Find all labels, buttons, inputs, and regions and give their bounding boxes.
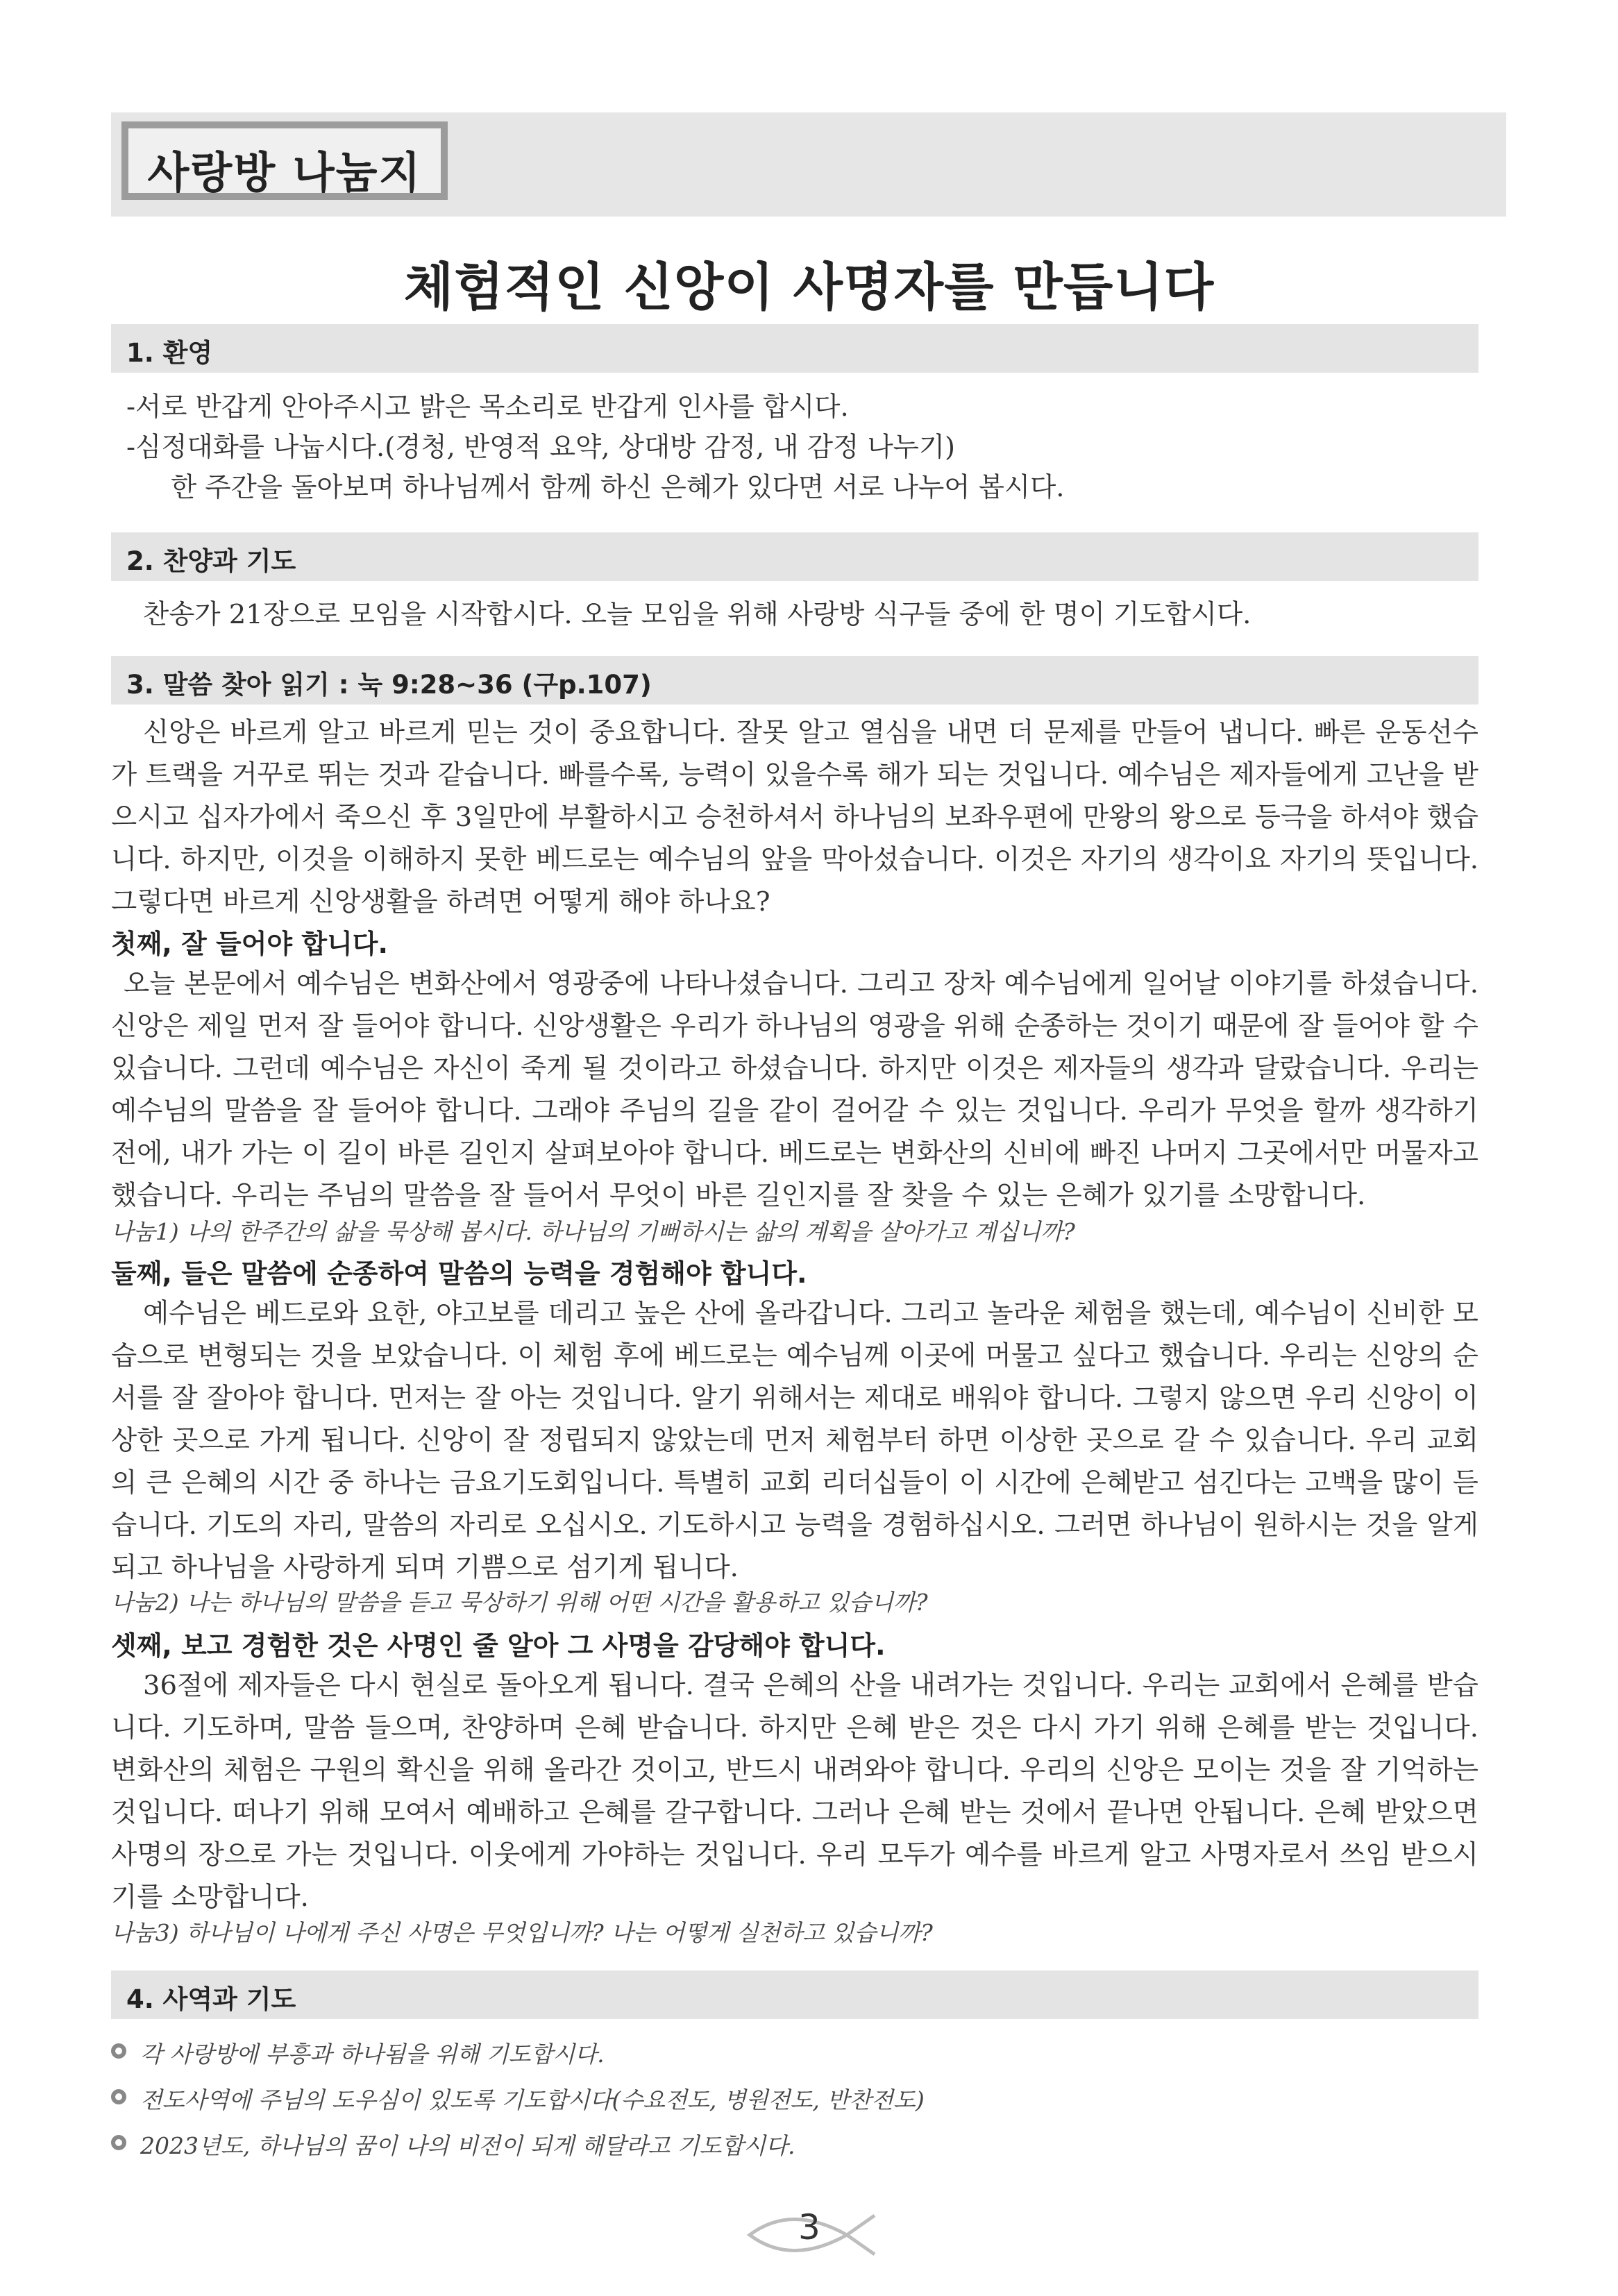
bullet-icon xyxy=(111,2043,126,2059)
point-1-body: 오늘 본문에서 예수님은 변화산에서 영광중에 나타나셨습니다. 그리고 장차 예수님에게 일어날 이야기를 하셨습니다. 신앙은 제일 먼저 잘 들어야 합니다. 신앙생활은 우리가 하나님의 영광을 위해 순종하는 것이기 때문에 잘 들어야 할 수 있습니다. 그런데 예수님은 자신이 죽게 될 것이라고 하셨습니다. 하지만 이것은 제자들의 생각과 달랐습니다. 우리는 예수님의 말씀을 잘 들어야 합니다. 그래야 주님의 길을 같이 걸어갈 수 있는 것입니다. 우리가 무엇을 할까 생각하기 전에, 내가 가는 이 길이 바른 길인지 살펴보아야 합니다. 베드로는 변화산의 신비에 빠진 나머지 그곳에서만 머물자고 했습니다. 우리는 주님의 말씀을 잘 들어서 무엇이 바른 길인지를 잘 찾을 수 있는 은혜가 있기를 소망합니다. xyxy=(111,968,1478,1211)
header-label: 사랑방 나눔지 xyxy=(147,147,422,198)
section-2-heading-band xyxy=(111,532,1478,581)
share-question-3: 나눔3) 하나님이 나에게 주신 사명은 무엇입니까? 나는 어떻게 실천하고 있습니까? xyxy=(111,1919,933,1946)
page-number: 3 xyxy=(798,2207,820,2247)
point-2-body: 예수님은 베드로와 요한, 야고보를 데리고 높은 산에 올라갑니다. 그리고 놀라운 체험을 했는데, 예수님이 신비한 모습으로 변형되는 것을 보았습니다. 이 체험 후에 베드로는 예수님께 이곳에 머물고 싶다고 했습니다. 우리는 신앙의 순서를 잘 잘아야 합니다. 먼저는 잘 아는 것입니다. 알기 위해서는 제대로 배워야 합니다. 그렇지 않으면 우리 신앙이 이상한 곳으로 가게 됩니다. 신앙이 잘 정립되지 않았는데 먼저 체험부터 하면 이상한 곳으로 갈 수 있습니다. 우리 교회의 큰 은혜의 시간 중 하나는 금요기도회입니다. 특별히 교회 리더십들이 이 시간에 은혜받고 섬긴다는 고백을 많이 듣습니다. 기도의 자리, 말씀의 자리로 오십시오. 기도하시고 능력을 경험하십시오. 그러면 하나님이 원하시는 것을 알게 되고 하나님을 사랑하게 되며 기쁨으로 섬기게 됩니다. xyxy=(111,1298,1478,1583)
section-1-heading-band xyxy=(111,324,1478,373)
welcome-line-2: -심정대화를 나눕시다.(경청, 반영적 요약, 상대방 감정, 내 감정 나누기) xyxy=(126,432,956,463)
welcome-line-1: -서로 반갑게 안아주시고 밝은 목소리로 반갑게 인사를 합시다. xyxy=(126,391,849,423)
point-3-body: 36절에 제자들은 다시 현실로 돌아오게 됩니다. 결국 은혜의 산을 내려가는 것입니다. 우리는 교회에서 은혜를 받습니다. 기도하며, 말씀 들으며, 찬양하며 은혜 받습니다. 하지만 은혜 받은 것은 다시 가기 위해 은혜를 받는 것입니다. 변화산의 체험은 구원의 확신을 위해 올라간 것이고, 반드시 내려와야 합니다. 우리의 신앙은 모이는 것을 잘 기억하는 것입니다. 떠나기 위해 모여서 예배하고 은혜를 갈구합니다. 그러나 은혜 받는 것에서 끝나면 안됩니다. 은혜 받았으면 사명의 장으로 가는 것입니다. 이웃에게 가야하는 것입니다. 우리 모두가 예수를 바르게 알고 사명자로서 쓰임 받으시기를 소망합니다. xyxy=(111,1670,1478,1913)
share-question-1: 나눔1) 나의 한주간의 삶을 묵상해 봅시다. 하나님의 기뻐하시는 삶의 계획을 살아가고 계십니까? xyxy=(111,1218,1075,1245)
welcome-line-3: 한 주간을 돌아보며 하나님께서 함께 하신 은혜가 있다면 서로 나누어 봅시다. xyxy=(171,472,1065,503)
section-2-heading: 2. 찬양과 기도 xyxy=(126,546,296,576)
section-3-heading-band xyxy=(111,656,1478,704)
prayer-item-text: 2023년도, 하나님의 꿈이 나의 비전이 되게 해달라고 기도합시다. xyxy=(140,2132,795,2159)
point-3-title: 셋째, 보고 경험한 것은 사명인 줄 알아 그 사명을 감당해야 합니다. xyxy=(111,1630,886,1661)
prayer-item-text: 전도사역에 주님의 도우심이 있도록 기도합시다(수요전도, 병원전도, 반찬전도) xyxy=(140,2086,925,2113)
point-2-title: 둘째, 들은 말씀에 순종하여 말씀의 능력을 경험해야 합니다. xyxy=(111,1258,807,1289)
prayer-item-text: 각 사랑방에 부흥과 하나됨을 위해 기도합시다. xyxy=(140,2041,605,2068)
intro-paragraph: 신앙은 바르게 알고 바르게 믿는 것이 중요합니다. 잘못 알고 열심을 내면 더 문제를 만들어 냅니다. 빠른 운동선수가 트랙을 거꾸로 뛰는 것과 같습니다. 빠를수록, 능력이 있을수록 해가 되는 것입니다. 예수님은 제자들에게 고난을 받으시고 십자가에서 죽으신 후 3일만에 부활하시고 승천하셔서 하나님의 보좌우편에 만왕의 왕으로 등극을 하셔야 했습니다. 하지만, 이것을 이해하지 못한 베드로는 예수님의 앞을 막아섰습니다. 이것은 자기의 생각이요 자기의 뜻입니다. 그렇다면 바르게 신앙생활을 하려면 어떻게 해야 하나요? xyxy=(111,717,1478,918)
header-label-box xyxy=(121,121,448,200)
section-1-heading: 1. 환영 xyxy=(126,338,213,368)
section-3-heading: 3. 말씀 찾아 읽기 : 눅 9:28~36 (구p.107) xyxy=(126,670,652,700)
bullet-icon xyxy=(111,2089,126,2104)
bullet-icon xyxy=(111,2135,126,2150)
section-4-heading-band xyxy=(111,1970,1478,2019)
page-title: 체험적인 신앙이 사명자를 만듭니다 xyxy=(403,258,1215,317)
share-question-2: 나눔2) 나는 하나님의 말씀을 듣고 묵상하기 위해 어떤 시간을 활용하고 있습니까? xyxy=(111,1589,928,1616)
page-number-area xyxy=(743,2207,882,2263)
praise-prayer-text: 찬송가 21장으로 모임을 시작합시다. 오늘 모임을 위해 사랑방 식구들 중에 한 명이 기도합시다. xyxy=(143,599,1252,630)
section-4-heading: 4. 사역과 기도 xyxy=(126,1984,296,2014)
point-1-title: 첫째, 잘 들어야 합니다. xyxy=(111,929,388,959)
